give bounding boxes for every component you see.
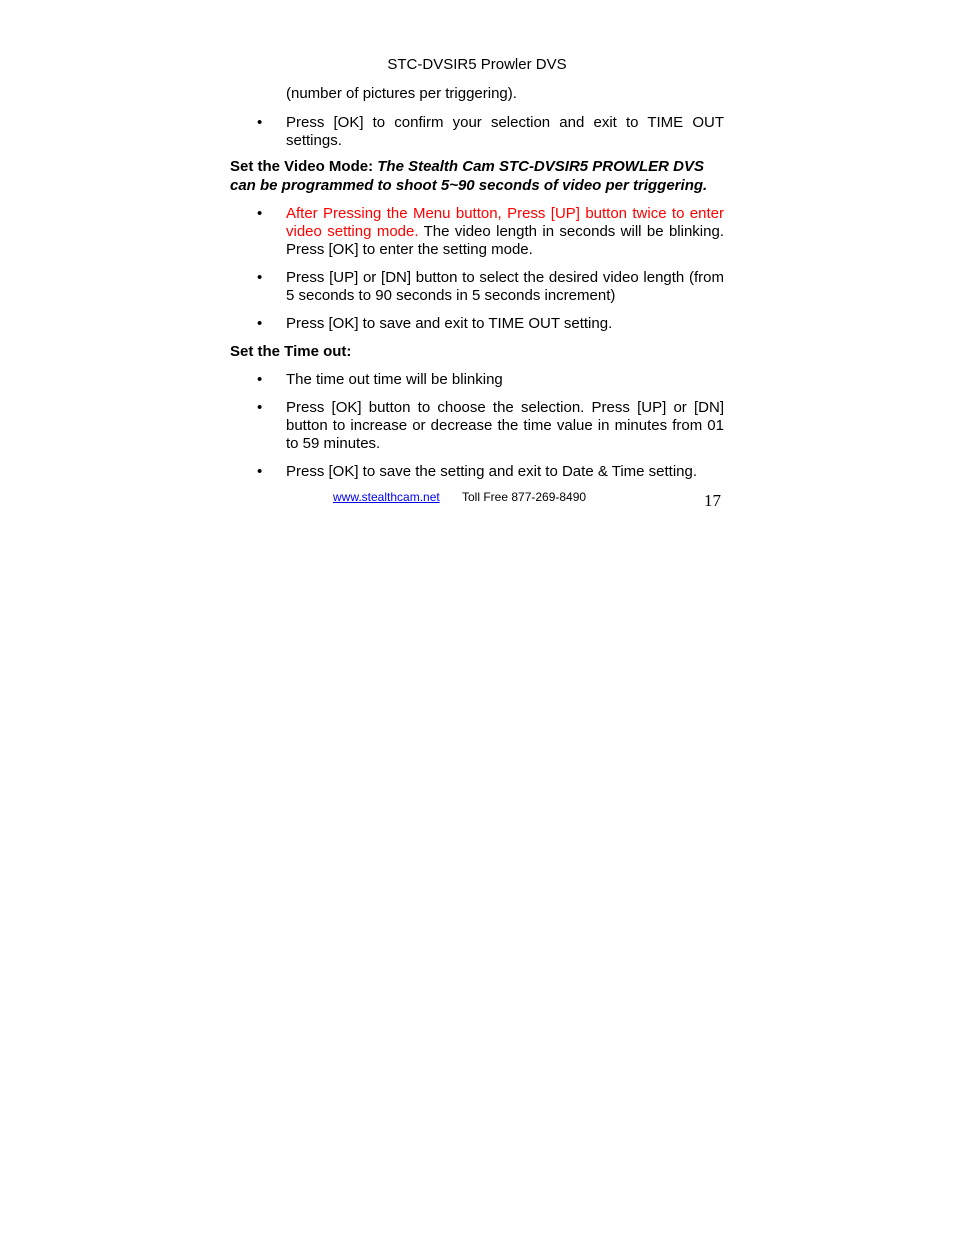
- section-heading-video-mode: [230, 157, 730, 195]
- list-item: Press [OK] to confirm your selection and exit to TIME OUT settings.: [286, 114, 724, 149]
- bullet-icon: •: [257, 205, 263, 222]
- bullet-icon: •: [257, 114, 263, 131]
- heading-italic: The Stealth Cam STC-DVSIR5 PROWLER DVS can be programmed to shoot 5~90 seconds of video per triggering.: [230, 158, 708, 194]
- section-heading-time-out: Set the Time out:: [230, 343, 352, 360]
- highlight-text: After Pressing the Menu button, Press [UP] button twice to enter video setting mode.: [286, 205, 724, 240]
- bullet-icon: •: [257, 371, 263, 388]
- page-number: 17: [704, 491, 721, 510]
- list-item: Press [OK] to save the setting and exit to Date & Time setting.: [286, 463, 698, 480]
- heading-lead: Set the Video Mode:: [230, 158, 378, 175]
- website-link[interactable]: www.stealthcam.net: [333, 490, 440, 504]
- list-item: The time out time will be blinking: [286, 371, 503, 388]
- page-header: STC-DVSIR5 Prowler DVS: [387, 56, 567, 73]
- list-item: Press [UP] or [DN] button to select the desired video length (from 5 seconds to 90 seconds in 5 seconds increment): [286, 269, 724, 304]
- continuation-text: (number of pictures per triggering).: [286, 85, 517, 102]
- list-item: [286, 205, 724, 259]
- list-item-text: The video length in seconds will be blinking. Press [OK] to enter the setting mode.: [286, 223, 724, 258]
- bullet-icon: •: [257, 463, 263, 480]
- toll-free-number: Toll Free 877-269-8490: [462, 490, 587, 504]
- bullet-icon: •: [257, 399, 263, 416]
- bullet-icon: •: [257, 269, 263, 286]
- bullet-icon: •: [257, 315, 263, 332]
- list-item: Press [OK] button to choose the selection. Press [UP] or [DN] button to increase or decrease the time value in minutes from 01 to 59 minutes.: [286, 399, 724, 452]
- list-item: Press [OK] to save and exit to TIME OUT setting.: [286, 315, 613, 332]
